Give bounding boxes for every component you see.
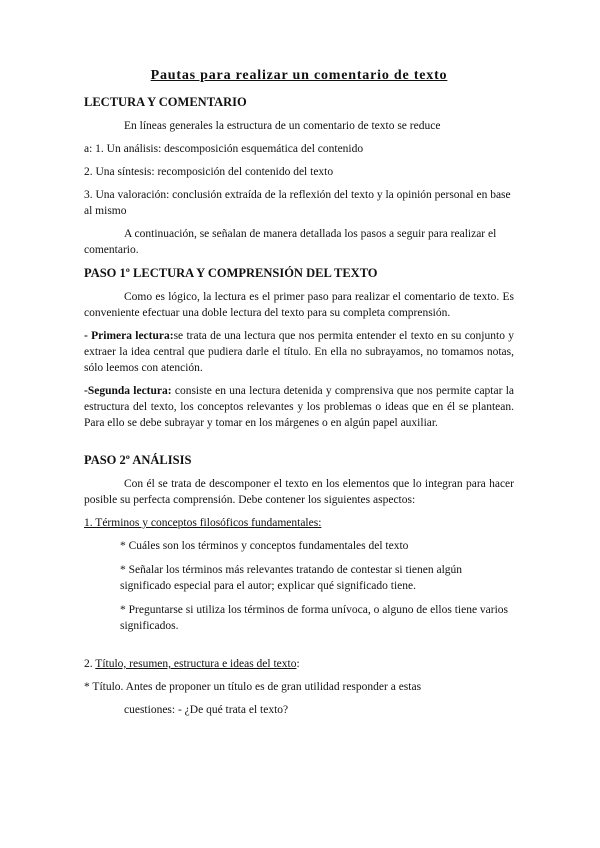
list-item: 3. Una valoración: conclusión extraída de la reflexión del texto y la opinión personal en base al mismo xyxy=(84,189,511,217)
subheading-colon: : xyxy=(296,658,300,670)
paragraph: A continuación, se señalan de manera detallada los pasos a seguir para realizar el comentario. xyxy=(84,228,497,256)
paragraph-text: consiste en una lectura detenida y comprensiva que nos permite captar la estructura del texto, los conceptos relevantes y los problemas o ideas que en él se plantean. Para ello se debe subrayar y tomar en los márgenes o en algún papel auxiliar. xyxy=(84,385,514,429)
paragraph-text: se trata de una lectura que nos permita entender el texto en su conjunto y extraer la idea central que pudiera darle el título. En ella no subrayamos, no tomamos notas, sólo leemos con atención. xyxy=(84,330,514,374)
paragraph: Como es lógico, la lectura es el primer paso para realizar el comentario de texto. Es conveniente efectuar una doble lectura del texto para su completa comprensión. xyxy=(84,291,514,319)
section-heading-paso2: PASO 2º ANÁLISIS xyxy=(84,453,192,467)
paragraph: En líneas generales la estructura de un comentario de texto se reduce xyxy=(124,120,441,132)
paragraph: cuestiones: - ¿De qué trata el texto? xyxy=(124,704,289,716)
list-item: a: 1. Un análisis: descomposición esquemática del contenido xyxy=(84,143,364,155)
bullet-item: * Señalar los términos más relevantes tratando de contestar si tienen algún significado especial para el autor; explicar qué significado tiene. xyxy=(120,564,463,592)
subheading-number: 2. xyxy=(84,658,96,670)
spacer xyxy=(84,438,514,452)
section-heading-paso1: PASO 1º LECTURA Y COMPRENSIÓN DEL TEXTO xyxy=(84,266,378,280)
paragraph: Con él se trata de descomponer el texto en los elementos que lo integran para hacer posible su perfecta comprensión. Debe contener los siguientes aspectos: xyxy=(84,478,514,506)
bullet-item: * Cuáles son los términos y conceptos fundamentales del texto xyxy=(120,540,409,552)
paragraph: * Título. Antes de proponer un título es de gran utilidad responder a estas xyxy=(84,681,422,693)
subheading-terminos: 1. Términos y conceptos filosóficos fundamentales: xyxy=(84,517,322,529)
spacer xyxy=(84,642,514,656)
paragraph-primera-lectura xyxy=(84,328,514,376)
term-primera-lectura: - Primera lectura: xyxy=(84,330,174,342)
term-segunda-lectura: -Segunda lectura: xyxy=(84,385,172,397)
document-title: Pautas para realizar un comentario de texto xyxy=(150,68,448,83)
subheading-titulo xyxy=(84,656,514,672)
paragraph-segunda-lectura xyxy=(84,383,514,431)
document-page xyxy=(84,68,514,725)
bullet-item: * Preguntarse si utiliza los términos de forma unívoca, o alguno de ellos tiene varios significados. xyxy=(120,604,509,632)
subheading-label: Título, resumen, estructura e ideas del texto xyxy=(95,658,297,670)
list-item: 2. Una síntesis: recomposición del contenido del texto xyxy=(84,166,334,178)
section-heading-lectura: LECTURA Y COMENTARIO xyxy=(84,95,247,109)
